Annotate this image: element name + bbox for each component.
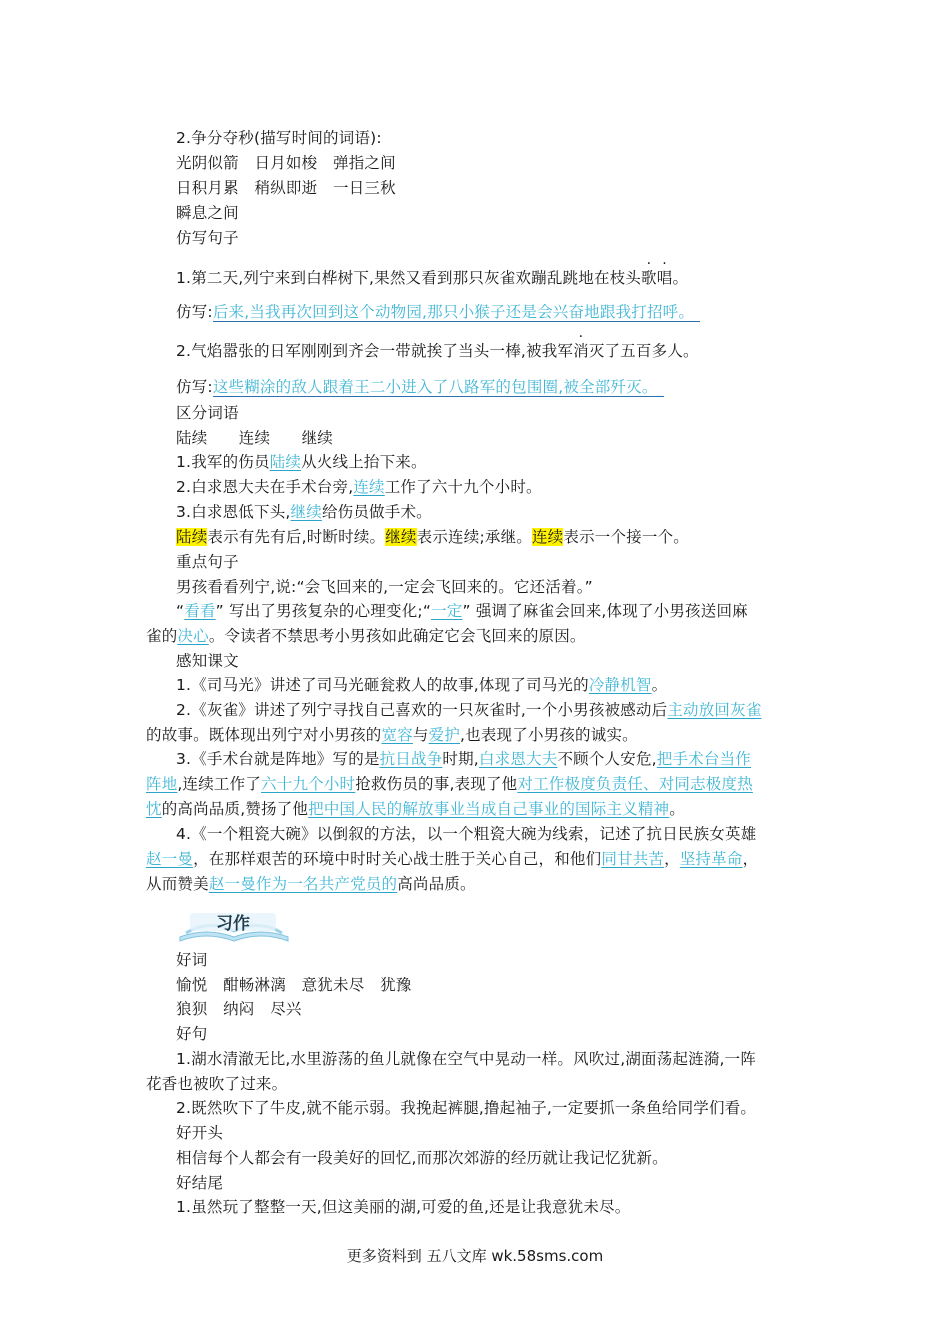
answer-fill: 宽容 bbox=[381, 726, 413, 744]
imitate-heading: 仿写句子 bbox=[176, 229, 239, 247]
answer-fill: 阵地 bbox=[146, 775, 178, 793]
time-words-heading: 2.争分夺秒(描写时间的词语): bbox=[176, 129, 382, 147]
imitate-answer-1: 仿写:后来,当我再次回到这个动物园,那只小猴子还是会兴奋地跟我打招呼。 bbox=[176, 302, 700, 322]
opening-text: 相信每个人都会有一段美好的回忆,而那次郊游的经历就让我记忆犹新。 bbox=[176, 1149, 668, 1167]
answer-fill: 爱护 bbox=[428, 726, 461, 744]
answer-fill: 把手术台当作 bbox=[656, 750, 751, 768]
good-sentences-heading: 好句 bbox=[176, 1025, 208, 1043]
footer-source: 更多资料到 五八文库 wk.58sms.com bbox=[346, 1247, 604, 1265]
perceive-item-3-line-2: 阵地,连续工作了六十九个小时抢救伤员的事,表现了他对工作极度负责任、对同志极度热 bbox=[146, 775, 753, 793]
answer-fill: 继续 bbox=[290, 503, 322, 521]
good-sentence-1-line-2: 花香也被吹了过来。 bbox=[146, 1075, 288, 1093]
distinguish-sentence-1: 1.我军的伤员陆续从火线上抬下来。 bbox=[176, 453, 427, 471]
answer-fill: 忱 bbox=[146, 800, 162, 818]
highlight-word: 陆续 bbox=[176, 528, 208, 546]
distinguish-sentence-3: 3.白求恩低下头,继续给伤员做手术。 bbox=[176, 503, 432, 521]
perceive-item-3-line-1: 3.《手术台就是阵地》写的是抗日战争时期,白求恩大夫不顾个人安危,把手术台当作 bbox=[176, 750, 751, 768]
distinguish-sentence-2: 2.白求恩大夫在手术台旁,连续工作了六十九个小时。 bbox=[176, 478, 542, 496]
answer-fill: 这些糊涂的敌人跟着王二小进入了八路军的包围圈,被全部歼灭。 bbox=[213, 378, 664, 397]
ending-text: 1.虽然玩了整整一天,但这美丽的湖,可爱的鱼,还是让我意犹未尽。 bbox=[176, 1198, 631, 1216]
imitate-answer-2: 仿写:这些糊涂的敌人跟着王二小进入了八路军的包围圈,被全部歼灭。 bbox=[176, 377, 664, 397]
perceive-item-2-line-1: 2.《灰雀》讲述了列宁寻找自己喜欢的一只灰雀时,一个小男孩被感动后主动放回灰雀 bbox=[176, 701, 762, 719]
answer-fill: 冷静机智 bbox=[588, 676, 652, 694]
writing-title-text: 习作 bbox=[216, 914, 250, 934]
imitate-sentence-2: 2.气焰嚣张的日军刚刚到齐会一带就挨了当头一棒,被我军消灭了五百多人。 bbox=[176, 342, 699, 360]
answer-fill: 陆续 bbox=[269, 453, 302, 471]
answer-fill: 看看 bbox=[184, 602, 216, 620]
perceive-item-1: 1.《司马光》讲述了司马光砸瓮救人的故事,体现了司马光的冷静机智。 bbox=[176, 676, 668, 694]
answer-fill: 赵一曼作为一名共产党员的 bbox=[208, 875, 398, 893]
writing-section-title bbox=[176, 907, 296, 943]
answer-fill: 同甘共苦 bbox=[601, 850, 665, 868]
perceive-item-3-line-3: 忱的高尚品质,赞扬了他把中国人民的解放事业当成自己事业的国际主义精神。 bbox=[146, 800, 685, 818]
good-words-row-2: 狼狈 纳闷 尽兴 bbox=[176, 1000, 302, 1018]
answer-fill: 主动放回灰雀 bbox=[667, 701, 762, 719]
key-sentence-analysis-2: 雀的决心。令读者不禁思考小男孩如此确定它会飞回来的原因。 bbox=[146, 627, 586, 645]
imitate-sentence-1: 1.第二天,列宁来到白桦树下,果然又看到那只灰雀欢蹦乱跳地在枝头歌唱。 bbox=[176, 269, 689, 287]
distinguish-heading: 区分词语 bbox=[176, 404, 239, 422]
answer-fill: 把中国人民的解放事业当成自己事业的国际主义精神 bbox=[308, 800, 670, 818]
book-title-icon bbox=[176, 907, 296, 943]
answer-fill: 决心 bbox=[177, 627, 209, 645]
answer-fill: 对工作极度负责任、对同志极度热 bbox=[517, 775, 753, 793]
emphasis-char: 歌 bbox=[641, 269, 657, 287]
answer-fill: 一定 bbox=[431, 602, 463, 620]
emphasis-char: 消 bbox=[573, 342, 589, 360]
highlight-word: 连续 bbox=[531, 528, 564, 546]
answer-fill: 六十九个小时 bbox=[261, 775, 356, 793]
highlight-word: 继续 bbox=[385, 528, 417, 546]
answer-fill: 连续 bbox=[353, 478, 385, 496]
perceive-item-4-line-3: 从而赞美赵一曼作为一名共产党员的高尚品质。 bbox=[146, 875, 476, 893]
time-words-row-2: 日积月累 稍纵即逝 一日三秋 bbox=[176, 179, 396, 197]
perceive-heading: 感知课文 bbox=[176, 652, 239, 670]
answer-fill: 白求恩大夫 bbox=[478, 750, 558, 768]
ending-heading: 好结尾 bbox=[176, 1174, 224, 1192]
distinguish-note: 陆续表示有先有后,时断时续。继续表示连续;承继。连续表示一个接一个。 bbox=[176, 528, 689, 546]
time-words-row-1: 光阴似箭 日月如梭 弹指之间 bbox=[176, 154, 396, 172]
good-words-heading: 好词 bbox=[176, 951, 208, 969]
emphasis-char: 唱 bbox=[656, 269, 673, 287]
good-words-row-1: 愉悦 酣畅淋漓 意犹未尽 犹豫 bbox=[176, 976, 412, 994]
answer-fill: 抗日战争 bbox=[379, 750, 443, 768]
answer-fill: 坚持革命 bbox=[679, 850, 743, 868]
good-sentence-1-line-1: 1.湖水清澈无比,水里游荡的鱼儿就像在空气中晃动一样。风吹过,湖面荡起涟漪,一阵 bbox=[176, 1050, 757, 1068]
perceive-item-4-line-2: 赵一曼，在那样艰苦的环境中时时关心战士胜于关心自己，和他们同甘共苦，坚持革命， bbox=[146, 850, 759, 868]
time-words-row-3: 瞬息之间 bbox=[176, 204, 239, 222]
good-sentence-2: 2.既然吹下了牛皮,就不能示弱。我挽起裤腿,撸起袖子,一定要抓一条鱼给同学们看。 bbox=[176, 1099, 757, 1117]
perceive-item-4-line-1: 4.《一个粗瓷大碗》以倒叙的方法，以一个粗瓷大碗为线索，记述了抗日民族女英雄 bbox=[176, 825, 757, 843]
key-sentence-quote: 男孩看看列宁,说:“会飞回来的,一定会飞回来的。它还活着。” bbox=[176, 578, 593, 596]
answer-fill: 赵一曼 bbox=[146, 850, 194, 868]
key-sentence-analysis-1: “看看” 写出了男孩复杂的心理变化;“一定” 强调了麻雀会回来,体现了小男孩送回麻 bbox=[176, 602, 748, 620]
opening-heading: 好开头 bbox=[176, 1124, 224, 1142]
key-sentence-heading: 重点句子 bbox=[176, 553, 239, 571]
answer-fill: 后来,当我再次回到这个动物园,那只小猴子还是会兴奋地跟我打招呼。 bbox=[213, 303, 700, 322]
perceive-item-2-line-2: 的故事。既体现出列宁对小男孩的宽容与爱护,也表现了小男孩的诚实。 bbox=[146, 726, 638, 744]
distinguish-words: 陆续 连续 继续 bbox=[176, 429, 334, 447]
